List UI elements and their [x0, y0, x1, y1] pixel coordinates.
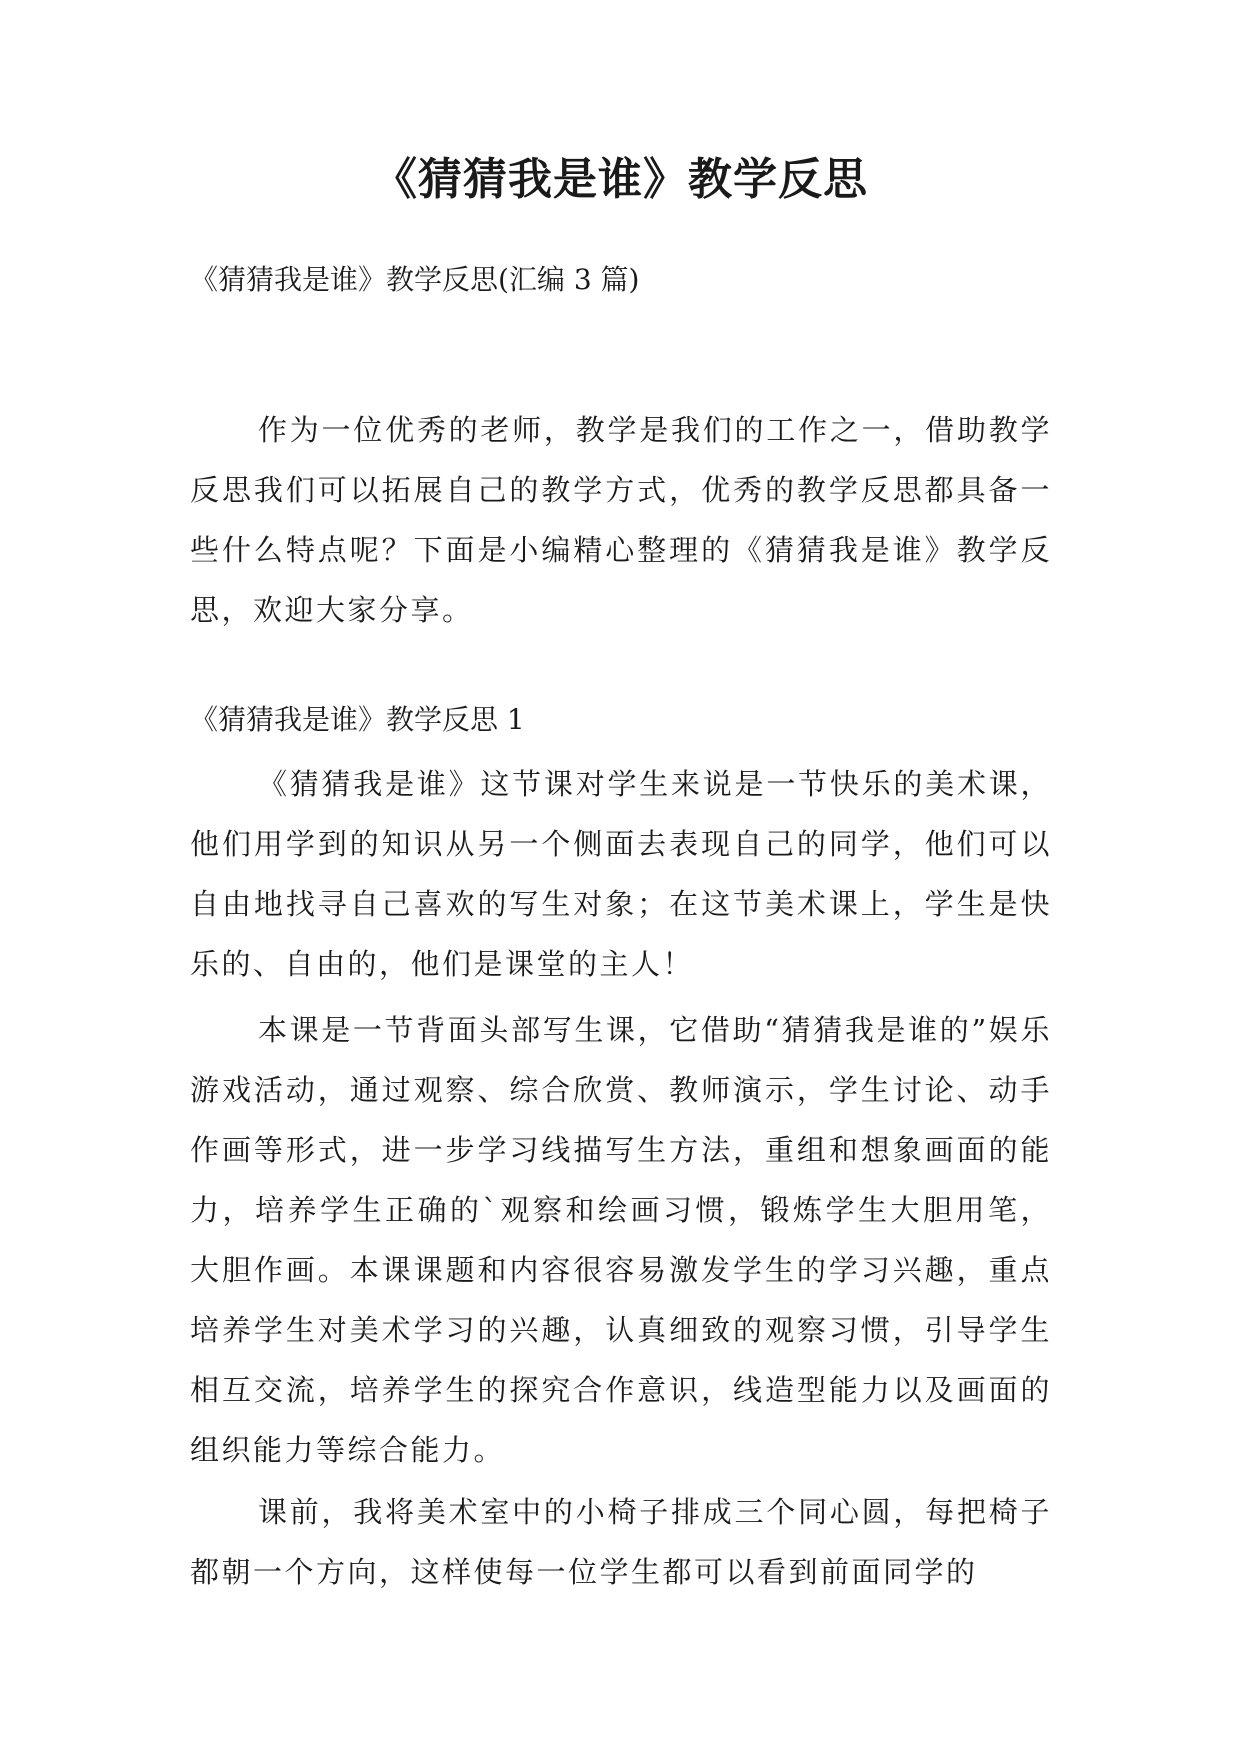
body-paragraph-3: 课前，我将美术室中的小椅子排成三个同心圆，每把椅子都朝一个方向，这样使每一位学生都可以看到前面同学的 — [190, 1495, 1052, 1589]
document-subtitle: 《猜猜我是谁》教学反思(汇编 3 篇) — [190, 263, 640, 296]
intro-paragraph: 作为一位优秀的老师，教学是我们的工作之一，借助教学反思我们可以拓展自己的教学方式，优秀的教学反思都具备一些什么特点呢？下面是小编精心整理的《猜猜我是谁》教学反思，欢迎大家分享。 — [190, 413, 1052, 627]
document-title: 《猜猜我是谁》教学反思 — [373, 154, 868, 205]
section-heading: 《猜猜我是谁》教学反思 1 — [190, 703, 525, 736]
body-paragraph-1: 《猜猜我是谁》这节课对学生来说是一节快乐的美术课，他们用学到的知识从另一个侧面去表现自己的同学，他们可以自由地找寻自己喜欢的写生对象；在这节美术课上，学生是快乐的、自由的，他们是课堂的主人！ — [190, 767, 1052, 981]
body-paragraph-2: 本课是一节背面头部写生课，它借助“猜猜我是谁的”娱乐游戏活动，通过观察、综合欣赏、教师演示，学生讨论、动手作画等形式，进一步学习线描写生方法，重组和想象画面的能力，培养学生正确的`观察和绘画习惯，锻炼学生大胆用笔，大胆作画。本课课题和内容很容易激发学生的学习兴趣，重点培养学生对美术学习的兴趣，认真细致的观察习惯，引导学生相互交流，培养学生的探究合作意识，线造型能力以及画面的组织能力等综合能力。 — [190, 1013, 1052, 1467]
